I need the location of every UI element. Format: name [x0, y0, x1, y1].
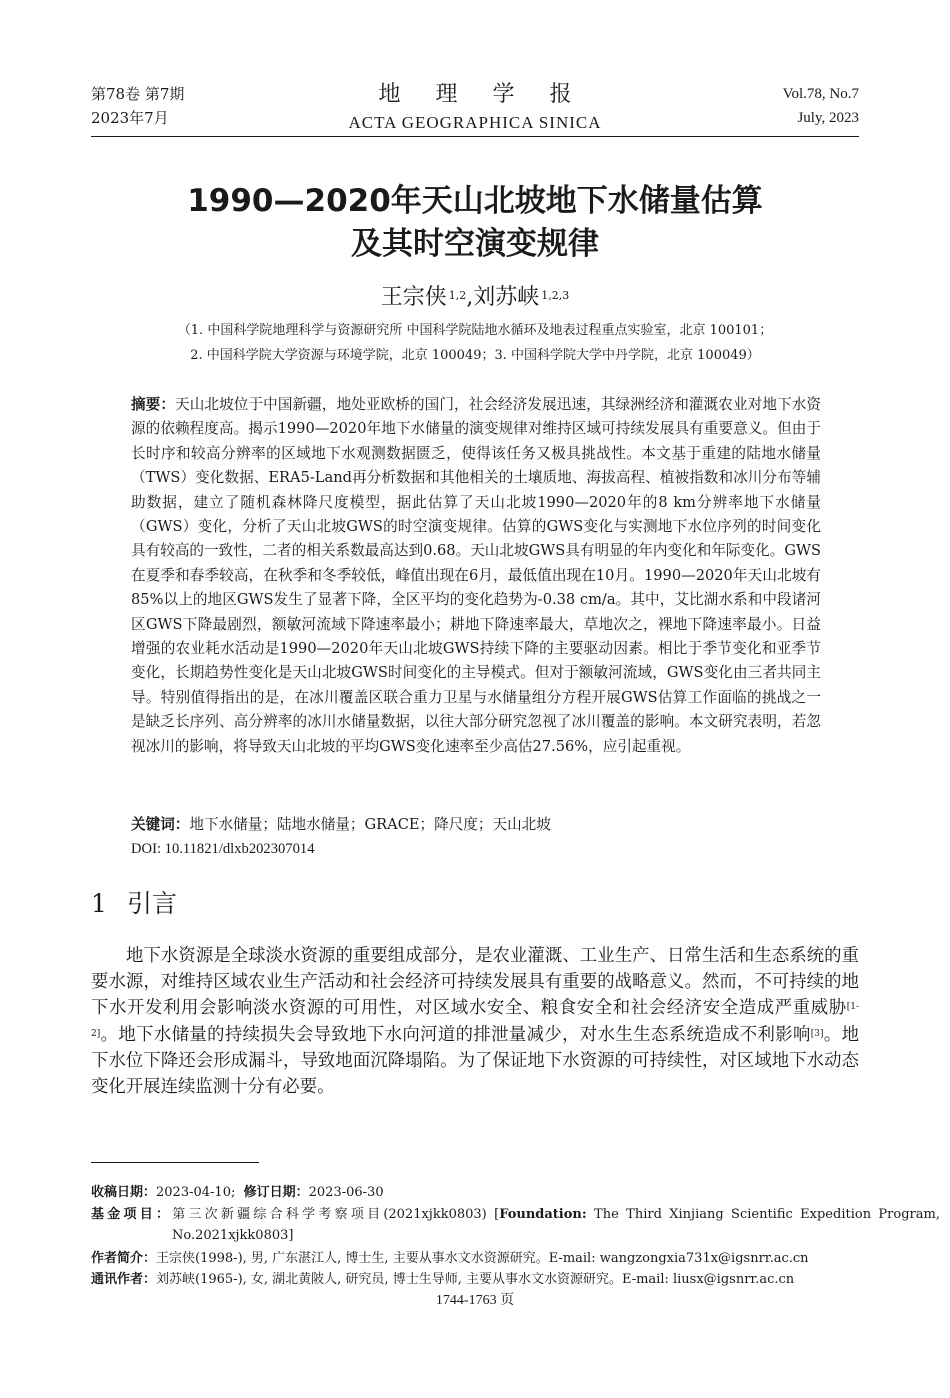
intro-paragraph: [91, 943, 859, 1100]
para-text-3: 。地下水位下降还会形成漏斗，导致地面沉降塌陷。为了保证地下水资源的可持续性，对区域地下水动态变化开展连续监测十分有必要。: [91, 1024, 859, 1098]
revised-date: 2023-06-30: [308, 1185, 384, 1200]
footnote-dates: [91, 1182, 859, 1203]
journal-name-en: ACTA GEOGRAPHICA SINICA: [348, 113, 602, 132]
title-line-2: 及其时空演变规律: [351, 226, 599, 262]
footnote-author: [91, 1248, 859, 1269]
section-heading: [91, 886, 177, 922]
date-en: July, 2023: [797, 110, 859, 126]
header-rule: [91, 136, 859, 137]
volume-issue-cn: 第78卷 第7期: [91, 85, 185, 103]
article-title: [0, 180, 950, 266]
section-title: 引言: [127, 889, 178, 918]
corr-info: 刘苏峡(1965-), 女, 湖北黄陂人, 研究员, 博士生导师, 主要从事水文水资源研究。E-mail: liusx@igsnrr.ac.cn: [156, 1272, 795, 1287]
journal-name-cn: 地 理 学 报: [378, 82, 586, 107]
fund-cn: 第三次新疆综合科学考察项目(2021xjkk0803) [: [172, 1207, 500, 1222]
keywords-text: 地下水储量；陆地水储量；GRACE；降尺度；天山北坡: [189, 816, 551, 833]
affiliations: [95, 318, 855, 368]
corr-label: 通讯作者：: [91, 1272, 157, 1287]
keywords: [131, 813, 821, 837]
revised-label: 修订日期：: [243, 1185, 309, 1200]
citation-2: [3]: [810, 1028, 824, 1039]
received-date: 2023-04-10;: [156, 1185, 236, 1200]
volume-issue-en: Vol.78, No.7: [782, 86, 859, 102]
para-text-1: 地下水资源是全球淡水资源的重要组成部分，是农业灌溉、工业生产、日常生活和生态系统的重要水源，对维持区域农业生产活动和社会经济可持续发展具有重要的战略意义。然而，不可持续的地下水开发利用会影响淡水资源的可用性，对区域水安全、粮食安全和社会经济安全造成严重威胁: [91, 946, 859, 1019]
footnote-funding: [91, 1204, 940, 1246]
abstract-text: 天山北坡位于中国新疆，地处亚欧桥的国门，社会经济发展迅速，其绿洲经济和灌溉农业对地下水资源的依赖程度高。揭示1990—2020年地下水储量的演变规律对维持区域可持续发展具有重要意义。但由于长时序和较高分辨率的区域地下水观测数据匮乏，使得该任务又极具挑战性。本文基于重建的陆地水储量（TWS）变化数据、ERA5-Land再分析数据和其他相关的土壤质地、海拔高程、植被指数和冰川分布等辅助数据，建立了随机森林降尺度模型，据此估算了天山北坡1990—2020年的8 km分辨率地下水储量（GWS）变化，分析了天山北坡GWS的时空演变规律。估算的GWS变化与实测地下水位序列的时间变化具有较高的一致性，二者的相关系数最高达到0.68。天山北坡GWS具有明显的年内变化和年际变化。GWS在夏季和春季较高，在秋季和冬季较低，峰值出现在6月，最低值出现在10月。1990—2020年天山北坡有85%以上的地区GWS发生了显著下降，全区平均的变化趋势为-0.38 cm/a。其中，艾比湖水系和中段诸河区GWS下降最剧烈，额敏河流域下降速率最小；耕地下降速率最大，草地次之，裸地下降速率最小。日益增强的农业耗水活动是1990—2020年天山北坡GWS持续下降的主要驱动因素。相比于季节变化和亚季节变化，长期趋势性变化是天山北坡GWS时间变化的主导模式。但对于额敏河流域，GWS变化由三者共同主导。特别值得指出的是，在冰川覆盖区联合重力卫星与水储量组分方程开展GWS估算工作面临的挑战之一是缺乏长序列、高分辨率的冰川水储量数据，以往大部分研究忽视了冰川覆盖的影响。本文研究表明，若忽视冰川的影响，将导致天山北坡的平均GWS变化速率至少高估27.56%，应引起重视。: [131, 396, 821, 755]
fund-en: The Third Xinjiang Scientific Expedition Program, No.2021xjkk0803]: [172, 1207, 940, 1243]
author-info-label: 作者简介：: [91, 1251, 157, 1266]
author-1-affil: 1,2: [448, 289, 467, 302]
author-info: 王宗侠(1998-), 男, 广东湛江人, 博士生, 主要从事水文水资源研究。E-mail: wangzongxia731x@igsnrr.ac.cn: [156, 1251, 809, 1266]
abstract-label: 摘要：: [131, 396, 176, 413]
para-text-2: 。地下水储量的持续损失会导致地下水向河道的排泄量减少，对水生生态系统造成不利影响: [100, 1024, 811, 1045]
header-right: [783, 82, 859, 130]
title-line-1: 1990—2020年天山北坡地下水储量估算: [187, 183, 763, 219]
author-2-affil: 1,2,3: [541, 289, 570, 302]
fund-en-label: Foundation:: [499, 1207, 587, 1222]
footnote-rule: [91, 1162, 259, 1163]
affiliation-line-2: 2. 中国科学院大学资源与环境学院，北京 100049；3. 中国科学院大学中丹学院，北京 100049）: [190, 348, 760, 363]
author-separator: ,: [466, 285, 474, 310]
author-2: 刘苏峡: [473, 285, 540, 310]
received-label: 收稿日期：: [91, 1185, 157, 1200]
keywords-label: 关键词：: [131, 816, 190, 833]
page-range: 1744-1763 页: [435, 1293, 515, 1308]
fund-label: 基金项目：: [91, 1207, 173, 1222]
author-1: 王宗侠: [380, 285, 447, 310]
date-cn: 2023年7月: [91, 109, 169, 127]
abstract: [131, 393, 821, 759]
footnote-corresponding: [91, 1269, 859, 1290]
affiliation-line-1: （1. 中国科学院地理科学与资源研究所 中国科学院陆地水循环及地表过程重点实验室，北京 100101；: [177, 323, 773, 338]
section-number: 1: [91, 889, 107, 918]
doi: DOI: 10.11821/dlxb202307014: [131, 841, 315, 857]
author-list: [0, 284, 950, 312]
citation-1: [1-2]: [91, 1002, 859, 1039]
